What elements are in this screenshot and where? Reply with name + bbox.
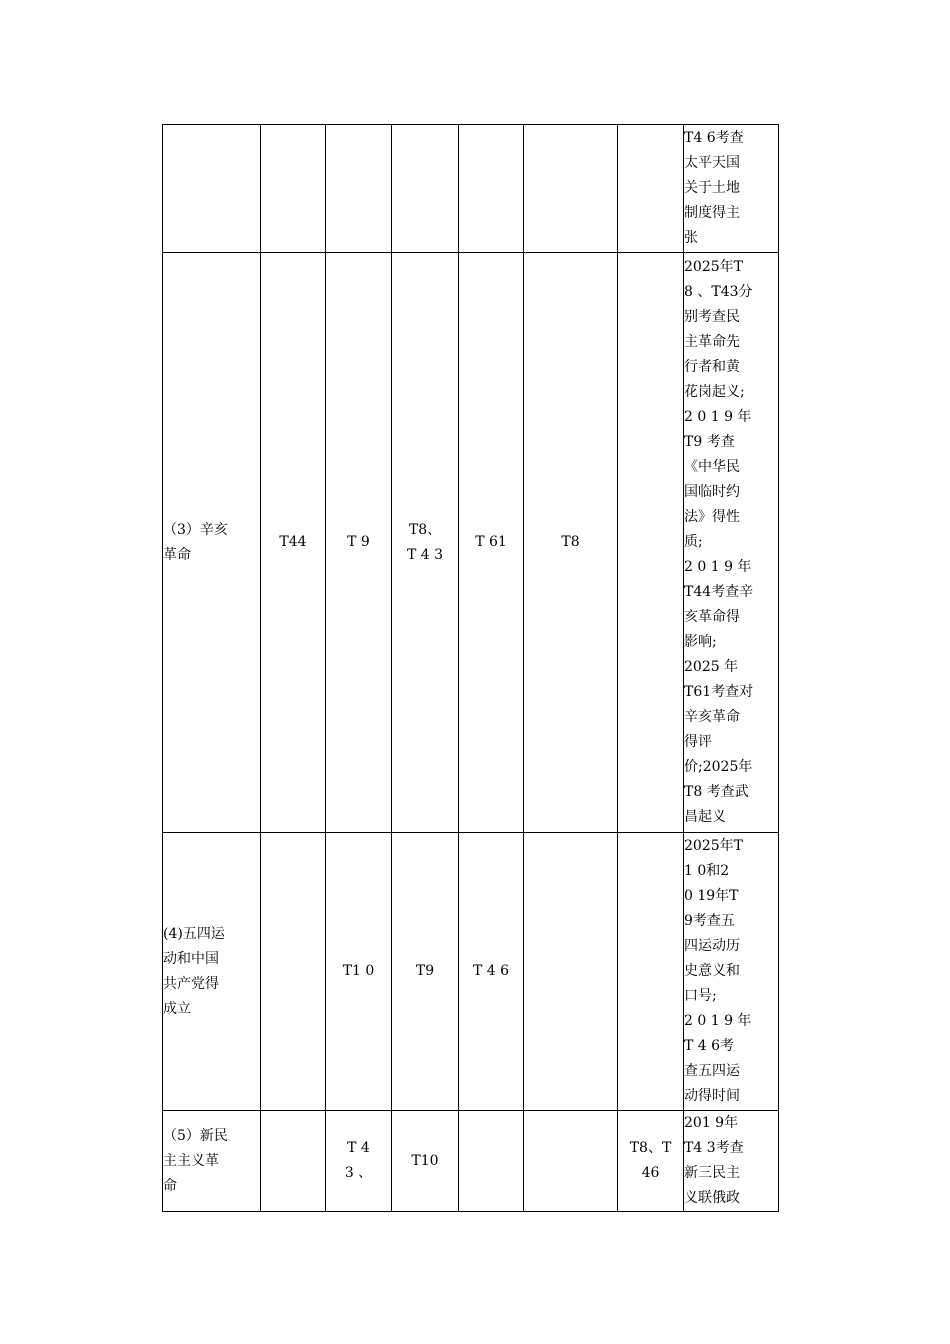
text-line: 3 、 — [344, 1165, 373, 1181]
table-cell — [618, 833, 684, 1111]
text-line: 影响; — [684, 634, 717, 650]
table-cell — [524, 125, 618, 253]
topic-cell — [163, 1111, 261, 1212]
table-cell — [392, 125, 459, 253]
text-line: 201 9年 — [684, 1115, 739, 1131]
table-row — [163, 125, 779, 253]
text-line: T9 考查 — [684, 434, 735, 450]
text-line: 成立 — [163, 1000, 191, 1017]
table-cell — [392, 833, 459, 1111]
table-cell — [618, 125, 684, 253]
table-cell — [618, 1111, 684, 1212]
topic-cell — [163, 253, 261, 833]
text-line: 查五四运 — [684, 1063, 740, 1079]
text-line: 亥革命得 — [684, 609, 740, 625]
text-line: 质; — [684, 534, 703, 550]
note-cell — [684, 125, 779, 253]
table-cell — [326, 253, 392, 833]
table-cell — [261, 125, 326, 253]
text-line: 主主义革 — [163, 1152, 219, 1169]
table-cell — [459, 1111, 524, 1212]
table-cell — [524, 833, 618, 1111]
text-line: T61考查对 — [684, 684, 754, 700]
text-line: 史意义和 — [684, 963, 740, 979]
text-line: T10 — [411, 1152, 439, 1169]
table-cell — [459, 253, 524, 833]
text-line: 共产党得 — [163, 975, 219, 992]
text-line: 46 — [641, 1165, 660, 1181]
text-line: （5）新民 — [163, 1127, 228, 1144]
text-line: 2 0 1 9 年 — [684, 559, 752, 575]
text-line: 制度得主 — [684, 205, 740, 221]
text-line: 新三民主 — [684, 1165, 740, 1181]
text-line: 主革命先 — [684, 334, 740, 350]
text-line: 动和中国 — [163, 950, 219, 967]
text-line: 昌起义 — [684, 809, 726, 825]
text-line: T4 3考查 — [684, 1140, 744, 1156]
text-line: T8 — [561, 534, 580, 550]
text-line: T8、T — [629, 1140, 672, 1156]
topic-cell — [163, 833, 261, 1111]
topic-cell — [163, 125, 261, 253]
text-line: 2025 年 — [684, 659, 739, 675]
table-row — [163, 833, 779, 1111]
table-cell — [261, 833, 326, 1111]
text-line: 太平天国 — [684, 155, 740, 171]
text-line: 行者和黄 — [684, 359, 740, 375]
text-line: T 4 — [347, 1140, 370, 1156]
text-line: （3）辛亥 — [163, 521, 228, 538]
text-line: 口号; — [684, 988, 717, 1004]
text-line: 2025年T — [684, 259, 743, 275]
text-line: 2025年T — [684, 838, 743, 854]
text-line: 革命 — [163, 546, 191, 563]
note-cell — [684, 833, 779, 1111]
exam-analysis-table — [162, 124, 779, 1212]
text-line: T 4 3 — [406, 546, 444, 563]
table-cell — [261, 253, 326, 833]
text-line: T9 — [415, 963, 435, 979]
text-line: 2 0 1 9 年 — [684, 1013, 752, 1029]
table-cell — [459, 833, 524, 1111]
table-cell — [326, 125, 392, 253]
text-line: 花岗起义; — [684, 384, 745, 400]
table-row — [163, 253, 779, 833]
text-line: T 4 6考 — [684, 1038, 735, 1054]
table-cell — [524, 253, 618, 833]
table-cell — [618, 253, 684, 833]
table-row — [163, 1111, 779, 1212]
text-line: 《中华民 — [684, 459, 740, 475]
table-cell — [459, 125, 524, 253]
text-line: 0 19年T — [684, 888, 739, 904]
text-line: 别考查民 — [684, 309, 740, 325]
table-cell — [524, 1111, 618, 1212]
text-line: 义联俄政 — [684, 1190, 740, 1206]
table-cell — [392, 253, 459, 833]
text-line: 8 、T43分 — [684, 284, 753, 300]
table-cell — [392, 1111, 459, 1212]
text-line: 四运动历 — [684, 938, 740, 954]
table-cell — [261, 1111, 326, 1212]
note-cell — [684, 1111, 779, 1212]
table-cell — [326, 833, 392, 1111]
text-line: T44考查辛 — [684, 584, 754, 600]
text-line: 关于土地 — [684, 180, 740, 196]
text-line: 1 0和2 — [684, 863, 730, 879]
text-line: 国临时约 — [684, 484, 740, 500]
text-line: 价;2025年 — [684, 759, 753, 775]
text-line: 2 0 1 9 年 — [684, 409, 752, 425]
text-line: 辛亥革命 — [684, 709, 740, 725]
text-line: 命 — [163, 1177, 177, 1194]
text-line: T4 6考查 — [684, 130, 744, 146]
note-cell — [684, 253, 779, 833]
text-line: T8、 — [408, 521, 442, 538]
text-line: T 61 — [475, 534, 507, 550]
text-line: T1 0 — [342, 963, 375, 979]
text-line: 张 — [684, 230, 698, 246]
table-cell — [326, 1111, 392, 1212]
text-line: T 9 — [347, 534, 370, 550]
text-line: T 4 6 — [472, 963, 510, 979]
text-line: 得评 — [684, 734, 712, 750]
text-line: 9考查五 — [684, 913, 735, 929]
text-line: 法》得性 — [684, 509, 740, 525]
text-line: (4)五四运 — [163, 925, 225, 942]
text-line: T44 — [279, 534, 307, 550]
text-line: 动得时间 — [684, 1088, 740, 1104]
text-line: T8 考查武 — [684, 784, 749, 800]
